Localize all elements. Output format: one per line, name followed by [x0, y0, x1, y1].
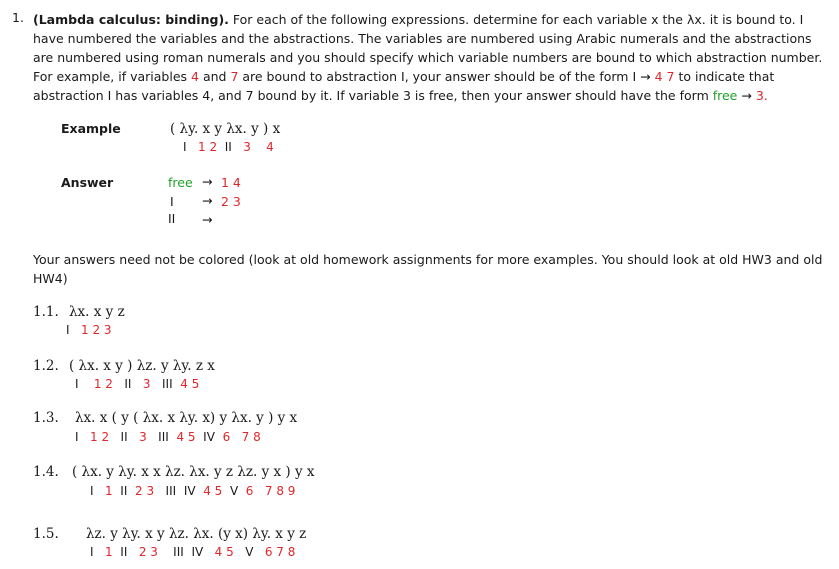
answer-row-vars: 1 4 [221, 175, 241, 190]
question-text: (Lambda calculus: binding). For each of the following expressions. determine for each variable x the λx. it is bound to. I have numbered the variables and the abstractions. The variables are numbered using Arabic numerals and the abstractions are numbered using roman numerals and you should specify which variable numbers are bound to which abstraction number. For example, if variables 4 and 7 are bound to abstraction I, your answer should be of the form I → 4 7 to indicate that abstraction I has variables 4, and 7 bound by it. If variable 3 is free, then your answer should have the form free → 3. [33, 12, 823, 103]
problem-expression: λz. y λy. x y λz. λx. (y x) λy. x y z [86, 526, 307, 542]
answer-label: Answer [61, 175, 114, 190]
example-numbering: I 1 2 II 3 4 [183, 140, 274, 154]
arrow-icon: → [202, 193, 213, 208]
problem-numbering: I 1 II 2 3 III IV 4 5 V 6 7 8 [90, 545, 296, 559]
question-number: 1. [12, 10, 24, 25]
example-expression: ( λy. x y λx. y ) x [170, 121, 281, 137]
question-title: (Lambda calculus: binding). [33, 12, 229, 27]
problem-expression: λx. x ( y ( λx. x λy. x) y λx. y ) y x [75, 410, 298, 426]
problem-expression: ( λx. y λy. x x λz. λx. y z λz. y x ) y x [72, 464, 315, 480]
arrow-icon: → [741, 88, 752, 103]
arrow-icon: → [640, 69, 651, 84]
problem-label: 1.1. [33, 304, 59, 320]
problem-label: 1.3. [33, 410, 59, 426]
example-label: Example [61, 121, 121, 136]
answer-row-abs: free [168, 175, 193, 190]
note-text: Your answers need not be colored (look at old homework assignments for more examples. You should look at old HW3 and old HW4) [33, 252, 823, 286]
answer-row-abs: II [168, 211, 176, 226]
problem-label: 1.2. [33, 358, 59, 374]
problem-label: 1.4. [33, 464, 59, 480]
problem-expression: λx. x y z [69, 304, 125, 320]
answer-row-vars: 2 3 [221, 194, 241, 209]
problem-expression: ( λx. x y ) λz. y λy. z x [69, 358, 215, 374]
problem-label: 1.5. [33, 526, 59, 542]
arrow-icon: → [202, 174, 213, 189]
problem-numbering: I 1 II 2 3 III IV 4 5 V 6 7 8 9 [90, 484, 296, 498]
answer-row-abs: I [170, 194, 174, 209]
arrow-icon: → [202, 212, 213, 227]
problem-numbering: I 1 2 II 3 III 4 5 [75, 377, 200, 391]
problem-numbering: I 1 2 II 3 III 4 5 IV 6 7 8 [75, 430, 261, 444]
problem-numbering: I 1 2 3 [66, 323, 112, 337]
